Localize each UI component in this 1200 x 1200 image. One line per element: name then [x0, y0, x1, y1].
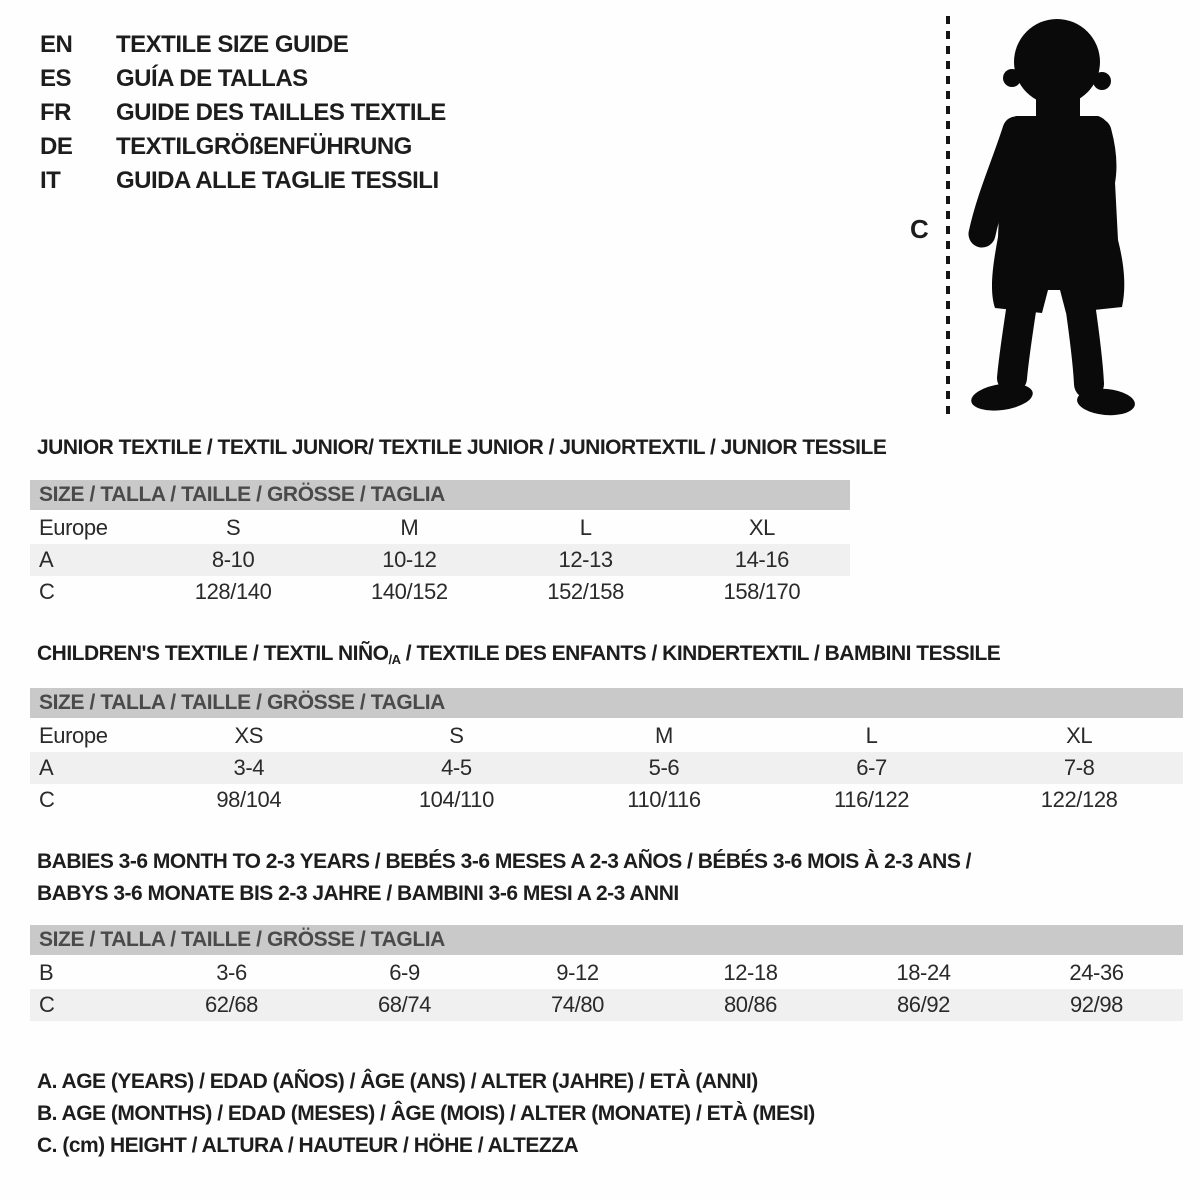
table-row [30, 512, 850, 544]
age-cell: 3-6 [216, 960, 247, 985]
title-text: CHILDREN'S TEXTILE / TEXTIL NIÑO [37, 642, 389, 665]
title-subscript: /A [388, 652, 401, 667]
height-cell: 158/170 [723, 579, 801, 604]
legend-height: C. (cm) HEIGHT / ALTURA / HAUTEUR / HÖHE / ALTEZZA [37, 1134, 579, 1157]
row-label: B [39, 960, 54, 985]
height-cell: 152/158 [547, 579, 624, 604]
guide-title: GUIDE DES TAILLES TEXTILE [116, 99, 446, 126]
age-cell: 9-12 [556, 960, 599, 985]
height-cell: 128/140 [194, 579, 272, 604]
row-label: C [39, 992, 55, 1017]
language-code: DE [40, 133, 73, 160]
size-cell: M [400, 515, 419, 540]
table-row [30, 576, 850, 608]
height-cell: 62/68 [204, 992, 259, 1017]
language-code: FR [40, 99, 71, 126]
height-cell: 104/110 [418, 787, 494, 812]
guide-title: GUIDA ALLE TAGLIE TESSILI [116, 167, 439, 194]
size-header-bar: SIZE / TALLA / TAILLE / GRÖSSE / TAGLIA [30, 688, 1183, 718]
table-row [30, 752, 1183, 784]
height-dashed-line [946, 16, 950, 416]
age-cell: 24-36 [1069, 960, 1124, 985]
height-cell: 98/104 [216, 787, 282, 812]
age-cell: 5-6 [648, 755, 680, 780]
table-row [30, 989, 1183, 1021]
row-label: Europe [39, 515, 108, 540]
list-item [40, 96, 446, 130]
size-cell: L [579, 515, 592, 540]
table-row [30, 544, 850, 576]
age-cell: 18-24 [896, 960, 951, 985]
age-cell: 12-13 [558, 547, 613, 572]
title-text: / TEXTILE DES ENFANTS / KINDERTEXTIL / BAMBINI TESSILE [400, 642, 1001, 665]
language-code: IT [40, 167, 61, 194]
legend-age-months: B. AGE (MONTHS) / EDAD (MESES) / ÂGE (MOIS) / ALTER (MONATE) / ETÀ (MESI) [37, 1102, 815, 1125]
measurement-legend [37, 1066, 815, 1162]
height-cell: 74/80 [550, 992, 605, 1017]
guide-title: TEXTILE SIZE GUIDE [116, 31, 349, 58]
size-header-bar: SIZE / TALLA / TAILLE / GRÖSSE / TAGLIA [30, 925, 1183, 955]
language-list [40, 28, 446, 198]
guide-title: TEXTILGRÖßENFÜHRUNG [116, 133, 412, 160]
size-header-bar: SIZE / TALLA / TAILLE / GRÖSSE / TAGLIA [30, 480, 850, 510]
age-cell: 8-10 [211, 547, 255, 572]
guide-title: GUÍA DE TALLAS [116, 65, 308, 92]
row-label: Europe [39, 723, 108, 748]
row-label: C [39, 787, 55, 812]
age-cell: 6-7 [856, 755, 887, 780]
height-cell: 80/86 [723, 992, 778, 1017]
row-label: A [39, 547, 54, 572]
list-item [40, 62, 446, 96]
age-cell: 12-18 [723, 960, 778, 985]
height-cell: 92/98 [1069, 992, 1124, 1017]
legend-age-years: A. AGE (YEARS) / EDAD (AÑOS) / ÂGE (ANS) / ALTER (JAHRE) / ETÀ (ANNI) [37, 1070, 758, 1093]
height-cell: 86/92 [896, 992, 951, 1017]
list-item [40, 130, 446, 164]
size-cell: XL [748, 515, 775, 540]
children-table-title [37, 642, 1000, 667]
age-cell: 6-9 [389, 960, 420, 985]
size-cell: S [225, 515, 241, 540]
height-cell: 122/128 [1040, 787, 1118, 812]
table-row [30, 784, 1183, 816]
age-cell: 7-8 [1063, 755, 1095, 780]
row-label: A [39, 755, 54, 780]
age-cell: 14-16 [734, 547, 790, 572]
language-code: ES [40, 65, 72, 92]
table-row [30, 957, 1183, 989]
size-cell: M [655, 723, 673, 748]
age-cell: 4-5 [441, 755, 472, 780]
language-code: EN [40, 31, 73, 58]
height-cell: 110/116 [627, 787, 701, 812]
size-cell: L [865, 723, 878, 748]
height-measure-label: C [910, 214, 929, 244]
height-cell: 116/122 [834, 787, 910, 812]
size-cell: XS [234, 723, 264, 748]
height-cell: 140/152 [371, 579, 448, 604]
age-cell: 3-4 [233, 755, 265, 780]
height-cell: 68/74 [377, 992, 432, 1017]
toddler-silhouette-icon [962, 12, 1140, 418]
junior-table-title: JUNIOR TEXTILE / TEXTIL JUNIOR/ TEXTILE JUNIOR / JUNIORTEXTIL / JUNIOR TESSILE [37, 436, 887, 459]
age-cell: 10-12 [382, 547, 437, 572]
babies-table-title-line1: BABIES 3-6 MONTH TO 2-3 YEARS / BEBÉS 3-6 MESES A 2-3 AÑOS / BÉBÉS 3-6 MOIS À 2-3 ANS / [37, 850, 972, 873]
list-item [40, 164, 446, 198]
size-cell: XL [1066, 723, 1093, 748]
list-item [40, 28, 446, 62]
size-cell: S [449, 723, 464, 748]
table-row [30, 720, 1183, 752]
babies-table-title-line2: BABYS 3-6 MONATE BIS 2-3 JAHRE / BAMBINI 3-6 MESI A 2-3 ANNI [37, 882, 679, 905]
row-label: C [39, 579, 55, 604]
